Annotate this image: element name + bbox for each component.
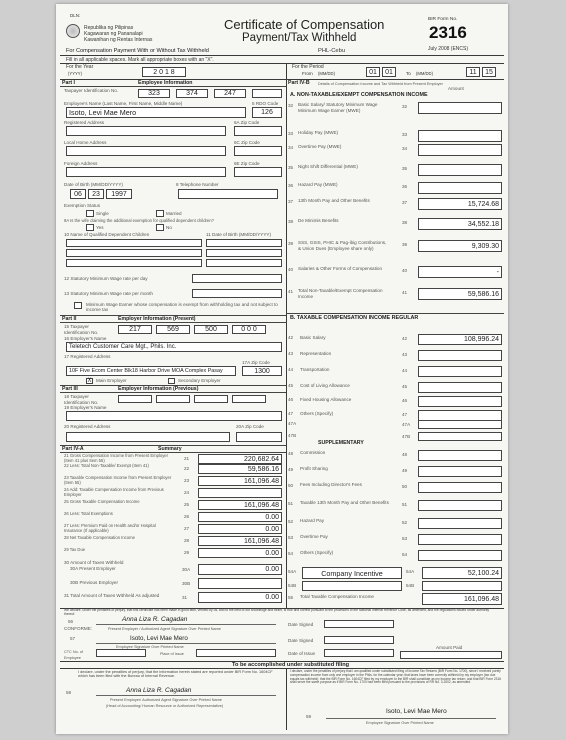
bir-form-no-label: BIR Form No.	[428, 17, 458, 22]
summary-row-value[interactable]: 161,096.48	[198, 500, 282, 510]
yes-label: Yes	[96, 225, 104, 230]
r31-label: 31 Total Amount of Taxes Withheld As adjusted	[64, 593, 160, 598]
dob-day[interactable]: 23	[88, 189, 104, 199]
from-label: From	[302, 71, 313, 76]
dependent-dob-1[interactable]	[206, 239, 282, 247]
detail-row-num: 34	[288, 145, 294, 150]
detail-row-label: De Minimis Benefits	[298, 218, 339, 223]
supplementary-row-num: 48	[288, 451, 294, 456]
r30b-num: 30B	[182, 581, 191, 586]
supplementary-row-num: 50	[288, 483, 294, 488]
r54b-value[interactable]	[422, 581, 502, 591]
registered-address-label: Registered Address	[64, 120, 105, 125]
supplementary-heading: SUPPLEMENTARY	[318, 440, 364, 446]
summary-row-label: 25 Gross Taxable Compensation Income	[64, 499, 140, 504]
summary-row-label: 29 Tax Due	[64, 547, 86, 552]
zip-6a-field[interactable]	[234, 126, 282, 136]
republic-text: Republika ng Pilipinas	[84, 25, 134, 31]
dob-month[interactable]: 06	[70, 189, 86, 199]
smw-month-label: 13 Statutory Minimum Wage rate per month	[64, 291, 153, 296]
prev-employer-tin-3[interactable]	[194, 395, 228, 403]
detail-row-label: Salaries & Other Forms of Compensation	[298, 266, 382, 271]
taxable-row-num: 44	[288, 367, 294, 372]
taxable-row-num: 46	[288, 397, 294, 402]
substituted-employee-name: Isoto, Levi Mae Mero	[386, 708, 447, 715]
employer-zip-label: 17A Zip Code	[242, 360, 270, 365]
substituted-filing-heading: To be accomplished under substituted filing	[232, 662, 350, 668]
detail-row-num-right: 33	[402, 132, 408, 137]
detail-row-value[interactable]: 9,309.30	[418, 240, 502, 252]
dependent-name-1[interactable]	[66, 239, 202, 247]
single-label: Single	[96, 211, 109, 216]
detail-row-label: Night Shift Differential (MWE)	[298, 164, 358, 169]
form-number: 2316	[429, 23, 467, 42]
taxable-row-value[interactable]	[418, 382, 502, 393]
part2-title: Part II	[62, 316, 77, 322]
supplementary-row-num-right: 50	[402, 484, 408, 489]
wife-claim-question: 9A Is the wife claiming the additional exemption for qualified dependent children?	[64, 218, 214, 223]
declaration-text: We declare, under the penalties of perjury, that this certificate has been made in good faith, verified by us, and to the best of our knowledge and belief, is true and correct pursuant to the provisions of the National Internal Revenue Code, as amended, and the regulations issued under authority thereof.	[64, 608, 490, 616]
substituted-employer-subcaption: (Head of Accounting/ Human Resource or Authorized Representative)	[106, 704, 224, 708]
period-to-day[interactable]: 15	[482, 67, 496, 77]
prev-employer-name-field[interactable]	[66, 411, 282, 421]
married-label: Married	[166, 211, 182, 216]
supplementary-row-value[interactable]	[418, 518, 502, 529]
exemption-status-label: Exemption Status	[64, 203, 101, 208]
form-title-line1: Certificate of Compensation	[224, 17, 385, 32]
summary-row-num: 23	[184, 478, 190, 483]
taxable-row-value[interactable]	[418, 350, 502, 361]
detail-row-num-right: 37	[402, 200, 408, 205]
detail-row-num: 39	[288, 241, 294, 246]
supplementary-row-label: Hazard Pay	[300, 518, 325, 523]
taxable-row-label: Cost of Living Allowance	[300, 383, 350, 388]
dependents-dob-label: 11 Date of Birth (MM/DD/YYYY)	[206, 232, 272, 237]
supplementary-row-label: Fees Including Director's Fees	[300, 482, 362, 487]
no-checkbox[interactable]	[156, 224, 164, 231]
to-format-label: (MM/DD)	[416, 71, 433, 76]
married-checkbox[interactable]	[156, 210, 164, 217]
tax-form-page	[56, 4, 508, 734]
zip-6e-field[interactable]	[234, 167, 282, 177]
form-edition: July 2008 (ENCS)	[428, 46, 469, 52]
employer-tin-3[interactable]: 500	[194, 325, 228, 334]
detail-row-num-right: 36	[402, 184, 408, 189]
summary-row-num: 28	[184, 538, 190, 543]
taxable-row-value[interactable]	[418, 420, 502, 429]
employer-tin-1[interactable]: 217	[118, 325, 152, 334]
r55-label: Total Taxable Compensation Income	[300, 594, 374, 599]
substituted-employer-caption: Present Employer/ Authorized Agent Signature Over Printed Name	[110, 698, 222, 702]
taxable-row-label: Others (Specify)	[300, 411, 334, 416]
r54b-num: 54B	[288, 583, 297, 588]
detail-row-label: Total Non-Taxable/Exempt Compensation Income	[298, 288, 383, 299]
supplementary-row-num: 53	[288, 535, 294, 540]
mwe-checkbox[interactable]	[74, 302, 82, 309]
employer-address-field[interactable]: 10F Five Ecom Center Blk18 Harbor Drive MOA Complex Pasay	[66, 366, 236, 376]
taxable-row-label: Fixed Housing Allowance	[300, 397, 352, 402]
summary-row-label: 28 Net Taxable Compensation Income	[64, 535, 135, 540]
rdo-code-field[interactable]: 126	[252, 107, 282, 118]
detail-row-num: 37	[288, 199, 294, 204]
supplementary-row-value[interactable]	[418, 466, 502, 477]
detail-row-num-right: 32	[402, 104, 408, 109]
taxable-row-num-right: 46	[402, 398, 408, 403]
detail-row-label: Hazard Pay (MWE)	[298, 182, 338, 187]
n56-label: 56	[68, 619, 74, 624]
taxable-row-num-right: 43	[402, 352, 408, 357]
detail-row-num: 38	[288, 219, 294, 224]
amount-paid-field[interactable]	[400, 651, 502, 659]
detail-row-label: Holiday Pay (MWE)	[298, 130, 339, 135]
supplementary-row-value[interactable]	[418, 450, 502, 461]
zip-6e-label: 6E Zip Code	[234, 161, 260, 166]
detail-row-value[interactable]: 34,552.18	[418, 218, 502, 230]
rdo-label: 5 RDO Code	[252, 101, 279, 106]
detail-row-num: 36	[288, 183, 294, 188]
taxable-row-value[interactable]	[418, 432, 502, 441]
zip-6c-label: 6C Zip Code	[234, 140, 260, 145]
part4a-heading: Summary	[158, 446, 182, 452]
supplementary-row-value[interactable]	[418, 550, 502, 561]
taxable-row-num: 45	[288, 383, 294, 388]
local-address-label: Local Home Address	[64, 140, 107, 145]
taxable-row-num-right: 45	[402, 384, 408, 389]
part4b-heading: Details of Compensation Income and Tax Withheld from Present Employer	[318, 82, 443, 86]
detail-row-num: 41	[288, 289, 294, 294]
detail-row-value[interactable]	[418, 164, 502, 176]
period-to-month[interactable]: 11	[466, 67, 480, 77]
employer-tin-2[interactable]: 569	[156, 325, 190, 334]
employee-tin-2[interactable]: 374	[176, 89, 208, 98]
prev-employer-name-label: 19 Employer's Name	[64, 405, 107, 410]
dependent-dob-2[interactable]	[206, 249, 282, 257]
prev-employer-zip-label: 20A Zip Code	[236, 424, 264, 429]
smw-month-field[interactable]	[192, 289, 282, 298]
employer-signatory-name: Anna Liza R. Cagadan	[122, 616, 188, 623]
prev-employer-address-label: 20 Registered Address	[64, 424, 111, 429]
part1-heading: Employee Information	[138, 80, 193, 86]
taxable-row-num-right: 44	[402, 368, 408, 373]
employer-address-label: 17 Registered Address	[64, 354, 111, 359]
date-signed-label-1: Date Signed	[288, 622, 314, 627]
detail-row-value[interactable]	[418, 144, 502, 156]
detail-row-num: 32	[288, 103, 294, 108]
supplementary-row-label: Profit Sharing	[300, 466, 328, 471]
main-employer-checkbox[interactable]: X	[87, 378, 92, 384]
foreign-address-label: Foreign Address	[64, 161, 98, 166]
dependent-name-2[interactable]	[66, 249, 202, 257]
employee-name-label: Employee's Name (Last Name, First Name, Middle Name)	[64, 101, 183, 106]
detail-row-num-right: 39	[402, 242, 408, 247]
taxable-row-label: Representation	[300, 351, 332, 356]
part3-title: Part III	[62, 386, 78, 392]
taxable-row-label: Transportation	[300, 367, 330, 372]
employee-tin-branch[interactable]	[252, 89, 282, 98]
supplementary-row-num-right: 52	[402, 520, 408, 525]
detail-row-num-right: 35	[402, 166, 408, 171]
detail-row-value[interactable]: -	[418, 266, 502, 278]
r30a-label: 30A Present Employer	[70, 566, 116, 571]
date-signed-label-2: Date Signed	[288, 638, 314, 643]
taxable-row-value[interactable]: 108,996.24	[418, 334, 502, 345]
taxable-row-num-right: 47B	[402, 434, 411, 439]
employer-declaration: I declare, under the penalties of perjury, that the information herein stated are reported under BIR Form No. 1604CF which has been filed with the Bureau of Internal Revenue.	[78, 670, 273, 679]
prev-employer-tin-label: 18 Taxpayer Identification No.	[64, 394, 99, 405]
conforme-label: CONFORME:	[64, 626, 93, 631]
supplementary-row-label: Commission	[300, 450, 326, 455]
detail-row-value[interactable]	[418, 130, 502, 142]
r55-value[interactable]: 161,096.48	[422, 593, 502, 605]
local-address-field[interactable]	[66, 146, 226, 156]
detail-row-label: Basic Salary/ Statutory Minimum Wage Minimum Wage Earner (MWE)	[298, 102, 378, 113]
summary-row-value[interactable]: 0.00	[198, 512, 282, 522]
supplementary-row-num: 49	[288, 467, 294, 472]
supplementary-row-num-right: 51	[402, 502, 408, 507]
r31-num: 31	[182, 595, 188, 600]
supplementary-row-num-right: 48	[402, 452, 408, 457]
supplementary-row-value[interactable]	[418, 534, 502, 545]
instructions-text: Fill in all applicable spaces. Mark all appropriate boxes with an "X".	[66, 57, 214, 63]
taxable-row-num: 43	[288, 351, 294, 356]
n58-label: 58	[66, 690, 72, 695]
detail-row-label: Overtime Pay (MWE)	[298, 144, 342, 149]
dln-label: DLN:	[70, 13, 81, 18]
r30b-label: 30B Previous Employer	[70, 580, 119, 585]
date-signed-field-1[interactable]	[324, 620, 394, 628]
r30a-num: 30A	[182, 567, 191, 572]
telephone-label: 8 Telephone Number	[176, 182, 219, 187]
supplementary-row-value[interactable]	[418, 500, 502, 511]
employer-name-field[interactable]: Teletech Customer Care Mgt., Phils. Inc.	[66, 342, 282, 352]
summary-row-num: 29	[184, 550, 190, 555]
employee-tin-1[interactable]: 323	[138, 89, 170, 98]
r54a-num: 54A	[288, 569, 297, 574]
r54b-amount-num: 54B	[406, 583, 415, 588]
r55-num: 55	[288, 595, 294, 600]
employee-signatory-name: Isoto, Levi Mae Mero	[130, 635, 188, 642]
summary-row-label: 24 Add: Taxable Compensation Income from Previous Employer	[64, 487, 164, 497]
from-format-label: (MM/DD)	[318, 71, 335, 76]
summary-row-label: 21 Gross Compensation Income from Present Employer (Item 41 plus Item 55)	[64, 453, 169, 463]
supplementary-row-label: Others (Specify)	[300, 550, 334, 555]
supplementary-row-num: 54	[288, 551, 294, 556]
to-label: To	[406, 71, 411, 76]
place-of-issue-field[interactable]	[196, 649, 276, 657]
taxable-row-num: 47B	[288, 433, 297, 438]
period-from-day[interactable]: 01	[382, 67, 396, 77]
dependent-name-3[interactable]	[66, 259, 202, 267]
section-a-heading: A. NON-TAXABLE/EXEMPT COMPENSATION INCOME	[290, 92, 428, 98]
summary-row-label: 26 Less: Total Exemptions	[64, 511, 113, 516]
date-of-issue-field[interactable]	[324, 649, 394, 657]
dependents-label: 10 Name of Qualified Dependent Children	[64, 232, 150, 237]
n59-label: 59	[306, 714, 312, 719]
supplementary-row-label: Taxable 13th Month Pay and Other Benefits	[300, 500, 389, 505]
employer-tin-branch[interactable]: 0 0 0	[232, 325, 266, 334]
detail-row-value[interactable]: 15,724.68	[418, 198, 502, 210]
period-label: For the Period	[292, 64, 324, 70]
supplementary-row-num: 52	[288, 519, 294, 524]
employee-tin-3[interactable]: 247	[214, 89, 246, 98]
yes-checkbox[interactable]	[86, 224, 94, 231]
employee-declaration: I declare, under the penalties of perjury that I am qualified under substituted filing of Income Tax Returns (BIR Form No. 1700), since I received purely compensation income from only one employer in the Phils. for the calendar year; that taxes have been correctly withheld by my employer (tax due equals tax withheld); that the BIR Form No. 1604CF filed by my employer to the BIR shall constitute as my income tax return; and that BIR Form 2316 shall serve the same purpose as if BIR Form No. 1700 had been filed pursuant to the provisions of RR No. 3-2002, as amended.	[290, 669, 502, 685]
part1-title: Part I	[62, 80, 75, 86]
detail-row-num: 40	[288, 267, 294, 272]
ctc-label: CTC No. of Employee	[64, 650, 83, 660]
detail-row-value[interactable]	[418, 102, 502, 114]
region-text: PHL-Cebu	[318, 48, 346, 54]
department-text: Kagawaran ng Pananalapi	[84, 31, 143, 37]
zip-6a-label: 6A Zip Code	[234, 120, 260, 125]
prev-employer-tin-1[interactable]	[118, 395, 152, 403]
taxable-row-num: 42	[288, 335, 294, 340]
summary-row-label: 27 Less: Premium Paid on Health and/or Hospital Insurance (If applicable)	[64, 523, 156, 533]
supplementary-row-value[interactable]	[418, 482, 502, 493]
tax-year-field[interactable]: 2 0 1 8	[142, 67, 186, 77]
single-checkbox[interactable]	[86, 210, 94, 217]
summary-row-value[interactable]: 220,682.64	[198, 454, 282, 464]
foreign-address-field[interactable]	[66, 167, 226, 177]
dependent-dob-3[interactable]	[206, 259, 282, 267]
detail-row-num-right: 38	[402, 220, 408, 225]
dob-label: Date of Birth (MM/DD/YYYY)	[64, 182, 123, 187]
supplementary-row-num-right: 53	[402, 536, 408, 541]
part2-heading: Employer Information (Present)	[118, 316, 196, 322]
prev-employer-address-field[interactable]	[66, 432, 230, 442]
employee-tin-label: Taxpayer Identification No.	[64, 88, 119, 93]
date-signed-field-2[interactable]	[324, 636, 394, 644]
detail-row-num-right: 34	[402, 146, 408, 151]
n57-label: 57	[70, 636, 76, 641]
registered-address-field[interactable]	[66, 126, 226, 136]
supplementary-row-num: 51	[288, 501, 294, 506]
taxable-row-num: 47A	[288, 421, 297, 426]
form-title-line2: Payment/Tax Withheld	[242, 32, 357, 44]
no-label: No	[166, 225, 172, 230]
employee-signature-caption: Employee Signature Over Printed Name	[116, 645, 184, 649]
employee-name-field[interactable]: Isoto, Levi Mae Mero	[66, 107, 246, 118]
bir-seal-icon	[66, 24, 80, 38]
part4a-title: Part IV-A	[62, 446, 84, 452]
summary-row-num: 27	[184, 526, 190, 531]
summary-row-value[interactable]: 0.00	[198, 524, 282, 534]
summary-row-value[interactable]: 59,586.16	[198, 464, 282, 474]
part3-heading: Employer Information (Previous)	[118, 386, 199, 392]
section-b-heading: B. TAXABLE COMPENSATION INCOME REGULAR	[290, 315, 419, 321]
substituted-employee-caption: Employee Signature Over Printed Name	[366, 721, 434, 725]
secondary-employer-checkbox[interactable]	[168, 378, 175, 384]
amount-paid-label: Amount Paid	[436, 645, 463, 650]
employer-tin-label: 15 Taxpayer Identification No.	[64, 324, 99, 335]
detail-row-value[interactable]: 59,586.16	[418, 288, 502, 300]
date-of-issue-label: Date of Issue	[288, 651, 316, 656]
substituted-employer-name: Anna Liza R. Cagadan	[126, 687, 192, 694]
mwe-text: Minimum Wage Earner whose compensation is exempt from withholding tax and not subject to income tax	[86, 302, 278, 313]
taxable-row-num-right: 42	[402, 336, 408, 341]
employer-name-label: 16 Employer's Name	[64, 336, 107, 341]
prev-employer-zip-field[interactable]	[236, 432, 282, 442]
main-employer-label: Main Employer	[96, 378, 127, 383]
form-subtitle: For Compensation Payment With or Without Tax Withheld	[66, 48, 209, 54]
telephone-field[interactable]	[178, 189, 278, 199]
taxable-row-value[interactable]	[418, 396, 502, 407]
summary-row-value[interactable]	[198, 488, 282, 498]
ctc-field[interactable]	[96, 649, 146, 657]
detail-row-num: 33	[288, 131, 294, 136]
summary-row-value[interactable]: 161,096.48	[198, 536, 282, 546]
taxable-row-value[interactable]	[418, 366, 502, 377]
supplementary-row-num-right: 49	[402, 468, 408, 473]
place-of-issue-label: Place of Issue	[160, 652, 184, 656]
bureau-text: Kawanihan ng Rentas Internas	[84, 37, 153, 43]
r31-value[interactable]: 0.00	[198, 592, 282, 603]
summary-row-value[interactable]: 0.00	[198, 548, 282, 558]
part4b-title: Part IV-B	[288, 80, 310, 86]
r54a-amount-num: 54A	[406, 569, 415, 574]
taxable-row-label: Basic Salary	[300, 335, 326, 340]
summary-row-value[interactable]: 161,096.48	[198, 476, 282, 486]
detail-row-label: SSS, GSIS, PHIC & Pag-ibig Contributions, & Union Dues (Employee share only)	[298, 240, 387, 251]
summary-row-num: 24	[184, 490, 190, 495]
detail-row-value[interactable]	[418, 182, 502, 194]
summary-row-label: 22 Less: Total Non-Taxable/ Exempt (Item 41)	[64, 463, 149, 468]
taxes-withheld-label: 30 Amount of Taxes Withheld	[64, 560, 124, 565]
secondary-employer-label: Secondary Employer	[178, 378, 221, 383]
r54a-value[interactable]: 52,100.24	[422, 567, 502, 579]
summary-row-num: 21	[184, 456, 190, 461]
detail-row-num-right: 40	[402, 268, 408, 273]
summary-row-num: 25	[184, 502, 190, 507]
smw-day-label: 12 Statutory Minimum Wage rate per day	[64, 276, 148, 281]
zip-6c-field[interactable]	[234, 146, 282, 156]
taxable-row-num-right: 47	[402, 412, 408, 417]
r54b-description[interactable]	[302, 581, 402, 591]
summary-row-num: 22	[184, 466, 190, 471]
prev-employer-tin-4[interactable]	[232, 395, 266, 403]
supplementary-row-num-right: 54	[402, 552, 408, 557]
dob-year[interactable]: 1997	[106, 189, 132, 199]
period-from-month[interactable]: 01	[366, 67, 380, 77]
detail-row-num: 35	[288, 165, 294, 170]
yyyy-label: (YYYY)	[68, 71, 82, 76]
smw-day-field[interactable]	[192, 274, 282, 283]
employer-zip-field[interactable]: 1300	[242, 366, 282, 376]
detail-row-num-right: 41	[402, 290, 408, 295]
r30b-value[interactable]	[198, 578, 282, 589]
year-label: For the Year	[66, 64, 94, 70]
detail-row-label: 13th Month Pay and Other Benefits	[298, 198, 370, 203]
r54a-description[interactable]: Company Incentive	[302, 567, 402, 579]
taxable-row-num-right: 47A	[402, 422, 411, 427]
supplementary-row-label: Overtime Pay	[300, 534, 328, 539]
r30a-value[interactable]: 0.00	[198, 564, 282, 575]
taxable-row-num: 47	[288, 411, 294, 416]
summary-row-num: 26	[184, 514, 190, 519]
amount-header: Amount	[448, 86, 464, 91]
prev-employer-tin-2[interactable]	[156, 395, 190, 403]
summary-row-label: 23 Taxable Compensation Income from Present Employer (Item 55)	[64, 475, 172, 485]
employer-signature-caption: Present Employer / Authorized Agent Signature Over Printed Name	[108, 627, 221, 631]
